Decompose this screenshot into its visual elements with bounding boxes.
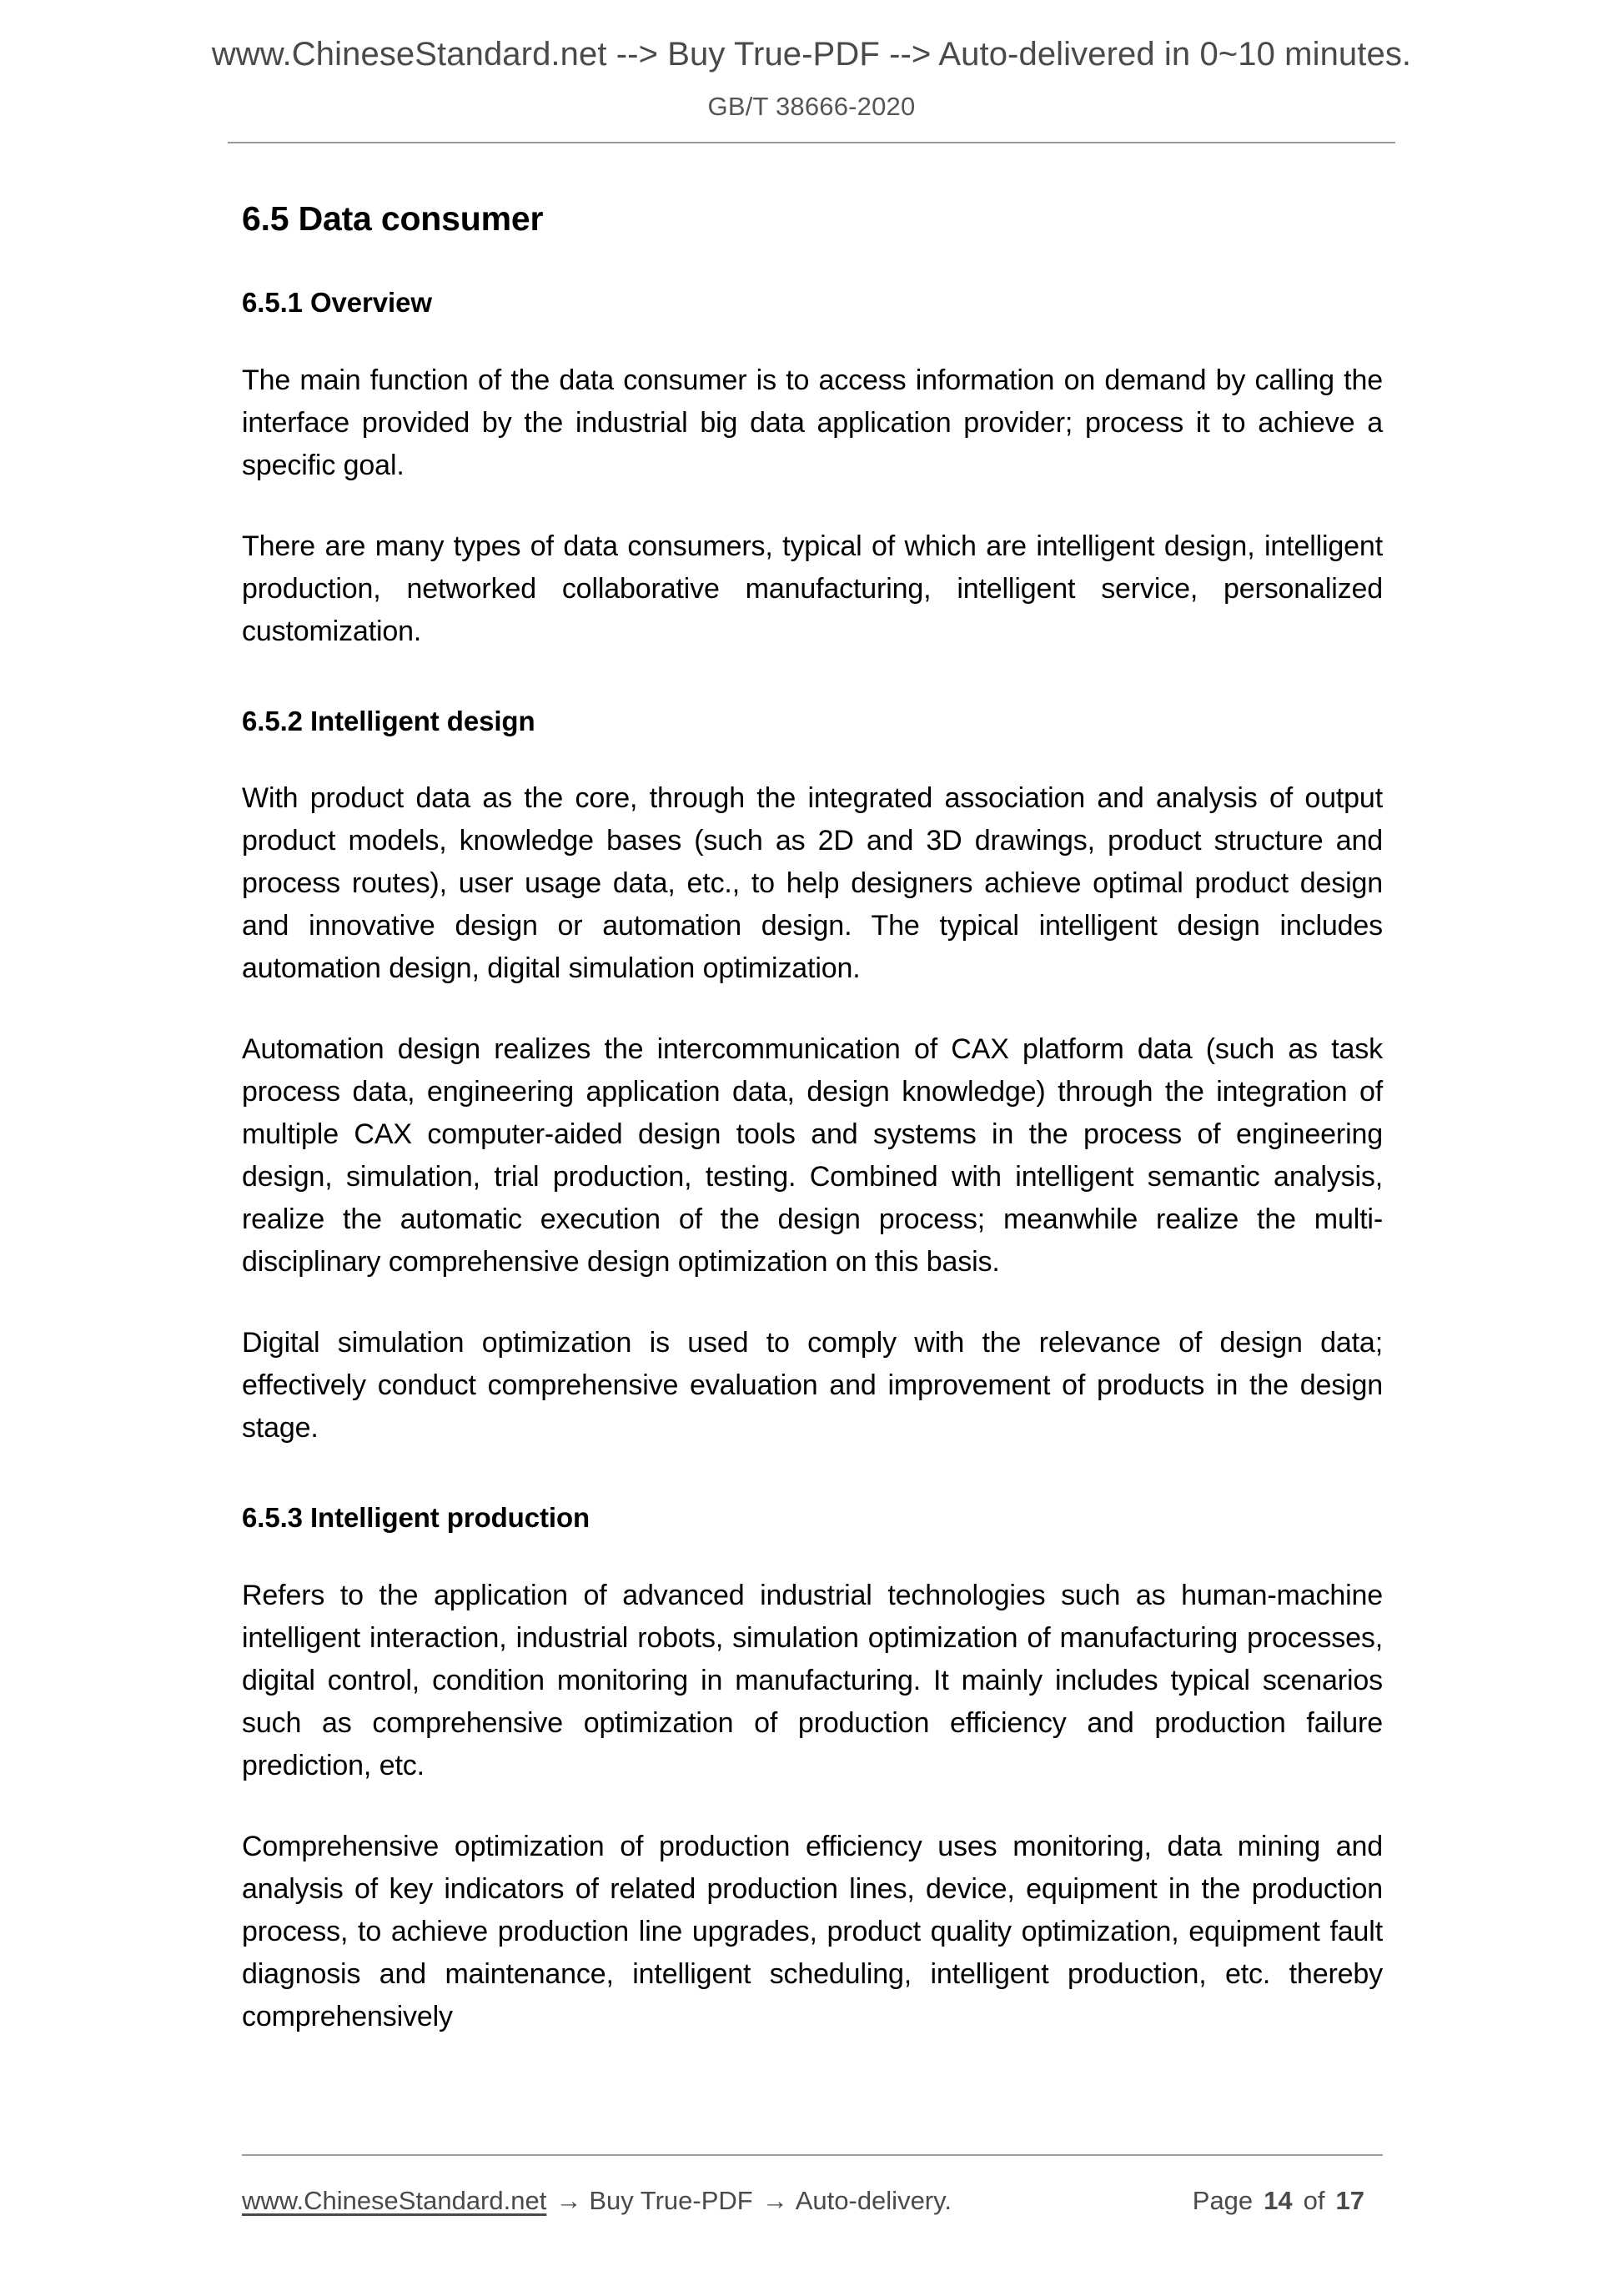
paragraph: The main function of the data consumer is to access information on demand by calling the interface provided by the industrial big data application provider; process it to achieve a specific goal. <box>242 364 1383 481</box>
document-body <box>242 198 1383 2038</box>
paragraph: Comprehensive optimization of production efficiency uses monitoring, data mining and analysis of key indicators of related production lines, device, equipment in the production process, to achieve production line upgrades, product quality optimization, equipment fault diagnosis and maintenance, intelligent scheduling, intelligent production, etc. thereby comprehensively <box>242 1830 1383 2032</box>
footer-divider <box>242 2154 1383 2156</box>
footer-buy-label: Buy True-PDF <box>589 2186 753 2215</box>
subsection-heading-intelligent-design: 6.5.2 Intelligent design <box>242 705 535 736</box>
total-page-number: 17 <box>1335 2186 1364 2215</box>
paragraph: Automation design realizes the intercommunication of CAX platform data (such as task process data, engineering application data, design knowledge) through the integration of multiple CAX computer-aided design tools and systems in the process of engineering design, simulation, trial production, testing. Combined with intelligent semantic analysis, realize the automatic execution of the design process; meanwhile realize the multi-disciplinary comprehensive design optimization on this basis. <box>242 1033 1383 1279</box>
footer-delivery-label: Auto-delivery. <box>795 2186 952 2215</box>
standard-number: GB/T 38666-2020 <box>707 92 916 121</box>
arrow-right-icon: → <box>761 2186 788 2215</box>
page-footer <box>242 2154 1383 2216</box>
footer-row <box>242 2186 1383 2216</box>
paragraph: Digital simulation optimization is used to comply with the relevance of design data; effectively conduct comprehensive evaluation and improvement of products in the design stage. <box>242 1327 1383 1444</box>
header-divider <box>228 142 1395 143</box>
page-label: Page <box>1192 2186 1254 2215</box>
page-indicator <box>1193 2186 1364 2216</box>
paragraph: Refers to the application of advanced industrial technologies such as human-machine intelligent interaction, industrial robots, simulation optimization of manufacturing processes, digital control, condition monitoring in manufacturing. It mainly includes typical scenarios such as comprehensive optimization of production efficiency and production failure prediction, etc. <box>242 1579 1383 1781</box>
page-header <box>0 0 1623 143</box>
subsection-heading-intelligent-production: 6.5.3 Intelligent production <box>242 1502 590 1534</box>
page-of-label: of <box>1303 2186 1325 2215</box>
footer-promo-group <box>242 2186 952 2216</box>
arrow-right-icon: → <box>555 2186 582 2215</box>
paragraph: With product data as the core, through the integrated association and analysis of output product models, knowledge bases (such as 2D and 3D drawings, product structure and process routes), user usage data, etc., to help designers achieve optimal product design and innovative design or automation design. The typical intelligent design includes automation design, digital simulation optimization. <box>242 782 1383 985</box>
paragraph: There are many types of data consumers, typical of which are intelligent design, intelligent production, networked collaborative manufacturing, intelligent service, personalized customization. <box>242 530 1383 647</box>
page-title: 6.5 Data consumer <box>242 199 544 238</box>
subsection-heading-overview: 6.5.1 Overview <box>242 287 432 319</box>
current-page-number: 14 <box>1264 2186 1293 2215</box>
promo-banner-text: www.ChineseStandard.net --> Buy True-PDF --> Auto-delivered in 0~10 minutes. <box>211 36 1412 73</box>
footer-site-link[interactable]: www.ChineseStandard.net <box>242 2186 547 2215</box>
